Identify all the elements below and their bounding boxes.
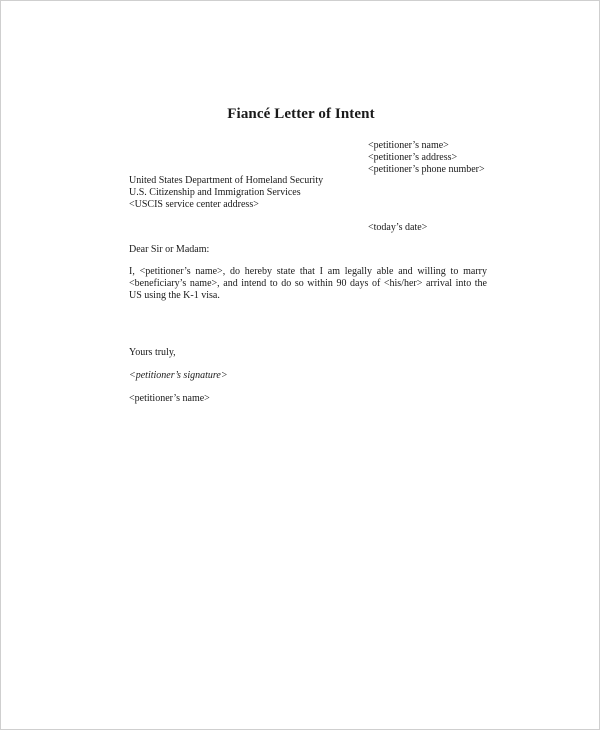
recipient-address-block: [129, 175, 323, 211]
signer-name: <petitioner’s name>: [129, 393, 210, 404]
petitioner-address-line: <petitioner’s address>: [368, 152, 458, 163]
letter-title: Fiancé Letter of Intent: [227, 106, 375, 122]
letter-date: <today’s date>: [368, 222, 428, 233]
petitioner-name-line: <petitioner’s name>: [368, 140, 449, 151]
recipient-line-3: <USCIS service center address>: [129, 199, 259, 210]
signature-placeholder: <petitioner’s signature>: [129, 370, 228, 381]
salutation: Dear Sir or Madam:: [129, 244, 210, 255]
petitioner-info-block: [368, 140, 485, 176]
recipient-line-2: U.S. Citizenship and Immigration Services: [129, 187, 301, 198]
petitioner-phone-line: <petitioner’s phone number>: [368, 164, 485, 175]
letter-body-paragraph: I, <petitioner’s name>, do hereby state that I am legally able and willing to marry <beneficiary’s name>, and intend to do so within 90 days of <his/her> arrival into the US using the K-1 visa.: [129, 266, 487, 301]
recipient-line-1: United States Department of Homeland Security: [129, 175, 324, 186]
closing: Yours truly,: [129, 347, 176, 358]
